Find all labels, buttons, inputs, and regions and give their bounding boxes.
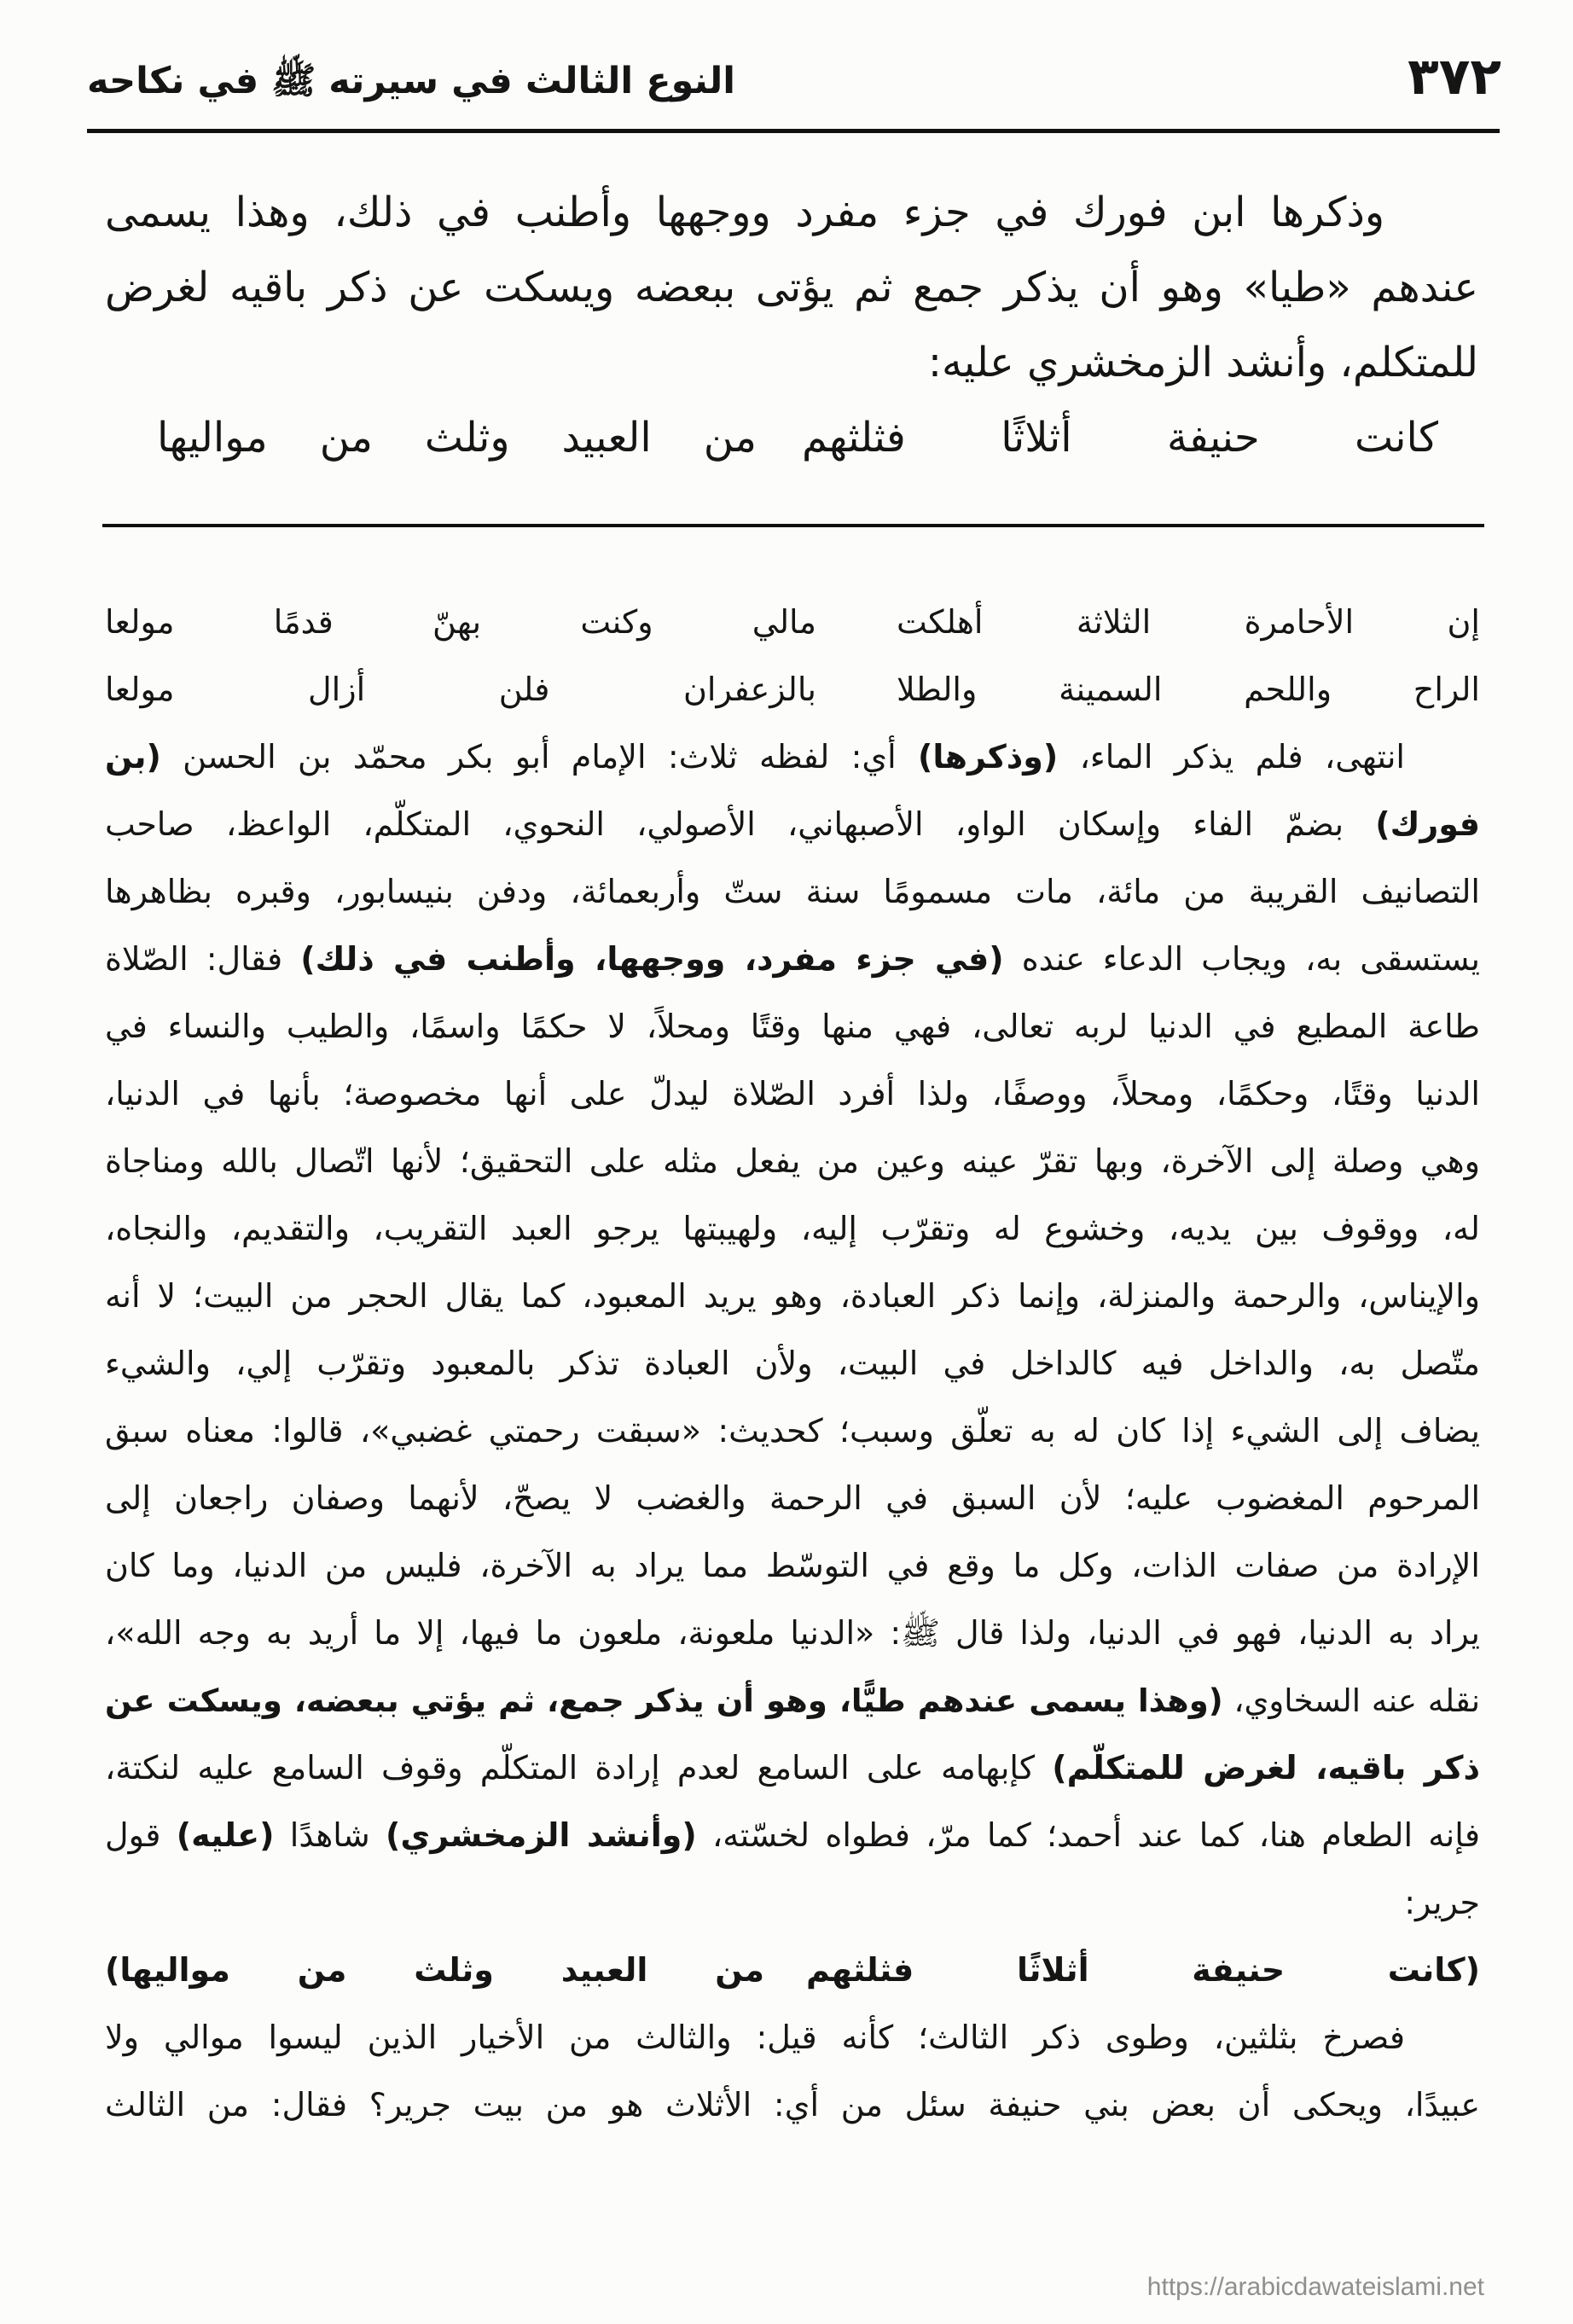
commentary-text: قول — [105, 1816, 177, 1854]
main-text-line: وذكرها ابن فورك في جزء مفرد ووجهها وأطنب في ذلك، وهذا يسمى — [105, 189, 1384, 236]
commentary-line — [105, 993, 1480, 1060]
commentary-text: نقله عنه السخاوي، — [1222, 1682, 1480, 1719]
commentary-line — [105, 1465, 1480, 1532]
page-number: ٣٧٢ — [1408, 47, 1501, 107]
commentary-text: فقال: الصّلاة — [105, 940, 301, 978]
commentary-text: المرحوم المغضوب عليه؛ لأن السبق في الرحمة والغضب لا يصحّ، لأنهما وصفان راجعان إلى — [105, 1479, 1480, 1517]
verse-first-hemistich: إن الأحامرة الثلاثة أهلكت — [897, 603, 1480, 641]
commentary-text: جرير: — [1404, 1884, 1480, 1921]
commentary-text: التصانيف القريبة من مائة، مات مسمومًا سنة ستّ وأربعمائة، ودفن بنيسابور، وقبره بظاهرها — [105, 873, 1480, 910]
verse-first-hemistich: (كانت حنيفة أثلاثًا فثلثهم — [806, 1951, 1480, 1989]
verse-second-hemistich: من العبيد وثلث من مواليها) — [105, 1951, 764, 1989]
main-text-line: للمتكلم، وأنشد الزمخشري عليه: — [927, 339, 1478, 386]
commentary-block — [105, 589, 1480, 2139]
cited-verse — [105, 1937, 1480, 2004]
commentary-line — [105, 1263, 1480, 1330]
commentary-verse — [105, 656, 1480, 723]
commentary-text: فإنه الطعام هنا، كما عند أحمد؛ كما مرّ، فطواه لخسّته، — [696, 1816, 1481, 1854]
commentary-text: بضمّ الفاء وإسكان الواو، الأصبهاني، الأصولي، النحوي، المتكلّم، الواعظ، صاحب — [105, 805, 1376, 843]
commentary-line — [105, 723, 1480, 791]
commentary-line — [105, 1600, 1480, 1667]
commentary-text: يراد به الدنيا، فهو في الدنيا، ولذا قال ﷺ: «الدنيا ملعونة، ملعون ما فيها، إلا ما أريد به وجه الله»، — [105, 1614, 1480, 1652]
commentary-text: متّصل به، والداخل فيه كالداخل في البيت، ولأن العبادة تذكر بالمعبود وتقرّب إلي، والشيء — [105, 1345, 1480, 1382]
commentary-text: شاهدًا — [274, 1816, 386, 1854]
commentary-text: الإرادة من صفات الذات، وكل ما وقع في التوسّط مما يراد به الآخرة، فليس من الدنيا، وما كان — [105, 1547, 1480, 1584]
verse-second-hemistich: مالي وكنت بهنّ قدمًا مولعا — [105, 603, 816, 641]
commentary-text: انتهى، فلم يذكر الماء، — [1058, 738, 1405, 776]
commentary-text: يضاف إلى الشيء إذا كان له به تعلّق وسبب؛ كحديث: «سبقت رحمتي غضبي»، قالوا: معناه سبق — [105, 1412, 1480, 1450]
quoted-main-text: (وأنشد الزمخشري) — [386, 1816, 697, 1854]
verse-second-hemistich: بالزعفران فلن أزال مولعا — [105, 671, 816, 708]
commentary-line — [105, 926, 1480, 993]
commentary-text: وهي وصلة إلى الآخرة، وبها تقرّ عينه وعين من يفعل مثله على التحقيق؛ لأنها اتّصال بالله ومناجاة — [105, 1142, 1480, 1180]
commentary-line — [105, 1330, 1480, 1397]
section-separator — [102, 524, 1484, 527]
commentary-text: له، ووقوف بين يديه، وخشوع له وتقرّب إليه، ولهيبتها يرجو العبد التقريب، والتقديم، والنجاه، — [105, 1210, 1480, 1247]
main-text-verse — [105, 400, 1478, 475]
commentary-text: كإبهامه على السامع لعدم إرادة المتكلّم وقوف السامع عليه لنكتة، — [105, 1749, 1053, 1787]
commentary-text: الدنيا وقتًا، وحكمًا، ومحلاً، ووصفًا، ولذا أفرد الصّلاة ليدلّ على أنها مخصوصة؛ بأنها في الدنيا، — [105, 1075, 1480, 1113]
commentary-line — [105, 1060, 1480, 1128]
quoted-main-text: (عليه) — [176, 1816, 275, 1854]
commentary-line: فصرخ بثلثين، وطوى ذكر الثالث؛ كأنه قيل: والثالث من الأخيار الذين ليسوا موالي ولا — [105, 2019, 1405, 2056]
commentary-line — [105, 1532, 1480, 1600]
commentary-line — [105, 1734, 1480, 1802]
commentary-line — [105, 1802, 1480, 1869]
commentary-line: عبيدًا، ويحكى أن بعض بني حنيفة سئل من أي: الأثلاث هو من بيت جرير؟ فقال: من الثالث — [105, 2086, 1480, 2124]
commentary-text: أي: لفظه ثلاث: الإمام أبو بكر محمّد بن الحسن — [160, 738, 919, 776]
commentary-line — [105, 858, 1480, 926]
commentary-line — [105, 1667, 1480, 1734]
commentary-text: طاعة المطيع في الدنيا لربه تعالى، فهي منها وقتًا ومحلاً، لا حكمًا واسمًا، والطيب والنساء في — [105, 1008, 1480, 1045]
main-text-line: عندهم «طيا» وهو أن يذكر جمع ثم يؤتى ببعضه ويسكت عن ذكر باقيه لغرض — [105, 264, 1478, 311]
quoted-main-text: (بن — [105, 738, 161, 776]
running-title: النوع الثالث في سيرته ﷺ في نكاحه — [87, 60, 735, 102]
commentary-line — [105, 1195, 1480, 1263]
quoted-main-text: ذكر باقيه، لغرض للمتكلّم) — [1052, 1749, 1481, 1787]
commentary-line — [105, 1869, 1480, 1937]
quoted-main-text: (في جزء مفرد، ووجهها، وأطنب في ذلك) — [300, 940, 1004, 978]
commentary-line — [105, 1397, 1480, 1465]
verse-first-hemistich: كانت حنيفة أثلاثًا فثلثهم — [802, 414, 1438, 462]
verse-first-hemistich: الراح واللحم السمينة والطلا — [897, 671, 1480, 708]
commentary-verse — [105, 589, 1480, 656]
quoted-main-text: (وذكرها) — [918, 738, 1059, 776]
verse-second-hemistich: من العبيد وثلث من مواليها — [157, 414, 757, 462]
quoted-main-text: (وهذا يسمى عندهم طيًّا، وهو أن يذكر جمع، ثم يؤتي ببعضه، ويسكت عن — [105, 1682, 1223, 1719]
watermark-url: https://arabicdawateislami.net — [1146, 2273, 1484, 2301]
main-text-block — [105, 175, 1478, 475]
commentary-text: والإيناس، والرحمة والمنزلة، وإنما ذكر العبادة، وهو يريد المعبود، كما يقال الحجر من البيت؛ لا أنه — [105, 1277, 1480, 1315]
commentary-text: يستسقى به، ويجاب الدعاء عنده — [1003, 940, 1480, 978]
quoted-main-text: فورك) — [1375, 805, 1480, 843]
header-rule — [87, 129, 1500, 133]
commentary-line — [105, 791, 1480, 858]
commentary-line — [105, 1128, 1480, 1195]
